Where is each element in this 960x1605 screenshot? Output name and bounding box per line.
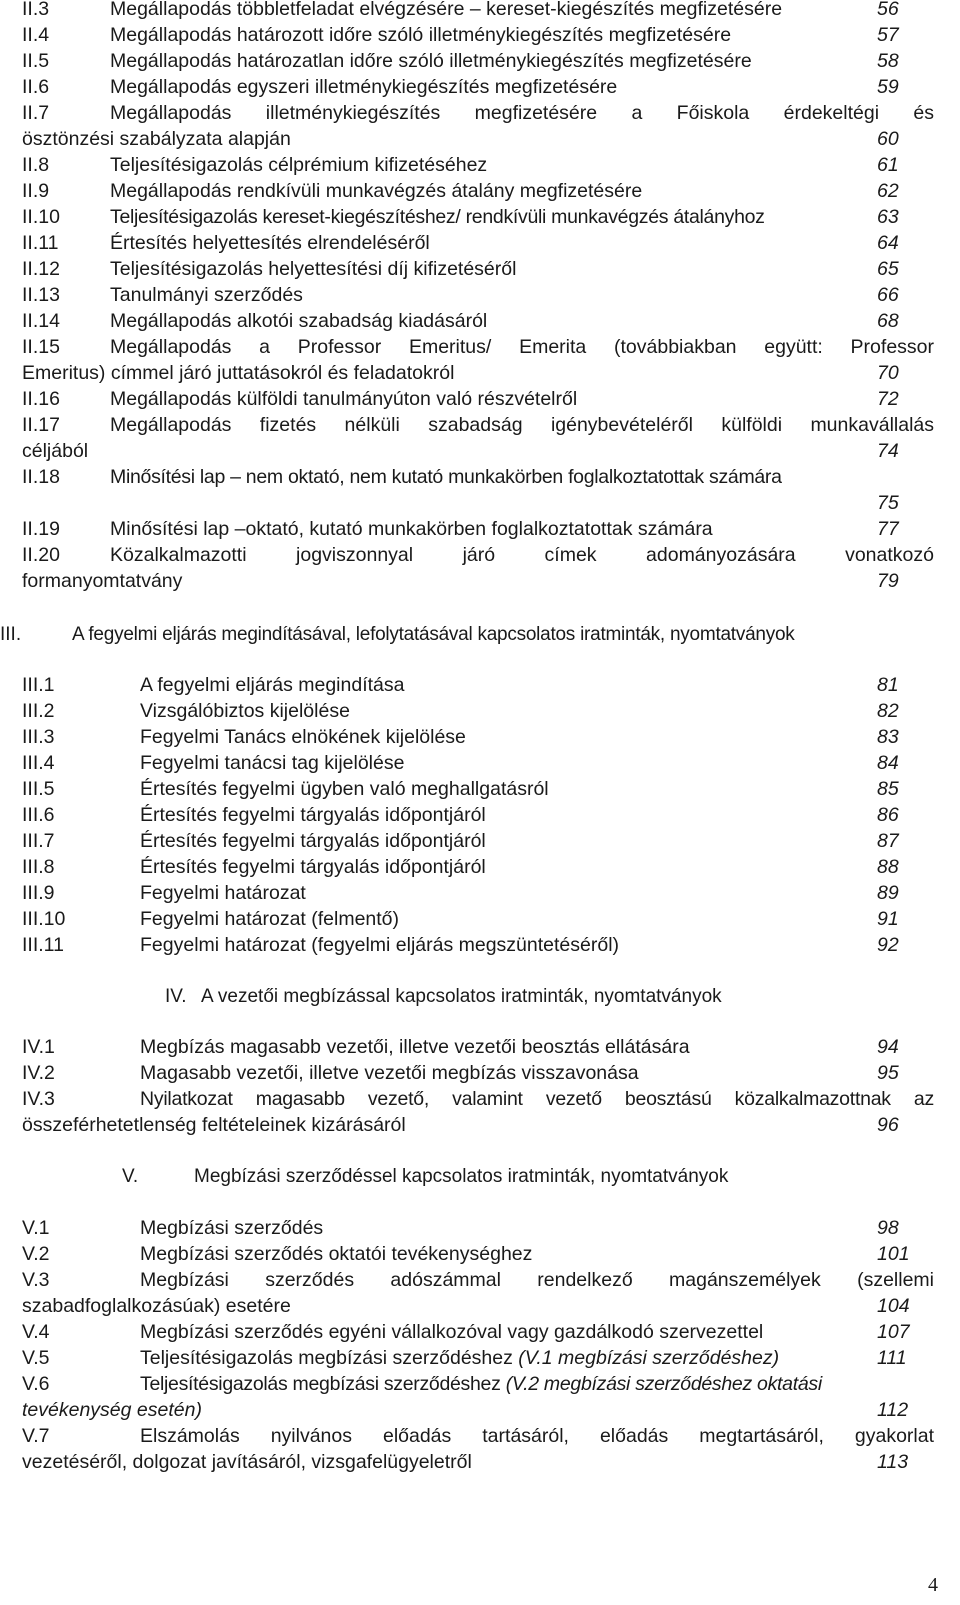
section-title: A vezetői megbízással kapcsolatos iratminták, nyomtatványok xyxy=(201,986,722,1007)
entry-title: Értesítés fegyelmi tárgyalás időpontjáról xyxy=(140,830,486,852)
entry-title-continuation: összeférhetetlenség feltételeinek kizárásáról xyxy=(22,1114,406,1136)
entry-number: II.17 xyxy=(22,414,60,436)
entry-title: Megállapodás egyszeri illetménykiegészítés megfizetésére xyxy=(110,76,618,98)
entry-number: III.10 xyxy=(22,908,66,930)
section-number: V. xyxy=(122,1166,139,1187)
entry-page: 112 xyxy=(877,1399,909,1421)
entry-page: 68 xyxy=(877,310,899,332)
toc-entry-ii-3[interactable] xyxy=(22,0,934,22)
section-title: Megbízási szerződéssel kapcsolatos iratminták, nyomtatványok xyxy=(194,1166,729,1187)
entry-title-group xyxy=(140,1345,779,1371)
entry-page: 79 xyxy=(877,570,899,592)
entry-title: Megbízás magasabb vezetői, illetve vezetői beosztás ellátására xyxy=(140,1036,690,1058)
entry-page: 111 xyxy=(877,1347,907,1369)
entry-number: II.6 xyxy=(22,76,50,98)
entry-page: 85 xyxy=(877,778,899,800)
toc-entry-v-3-continuation[interactable] xyxy=(22,1293,934,1319)
entry-number: II.11 xyxy=(22,232,59,254)
entry-page: 56 xyxy=(877,0,899,20)
entry-number: V.5 xyxy=(22,1347,50,1369)
toc-entry-iv-3[interactable] xyxy=(22,1086,934,1112)
entry-title-group xyxy=(140,1371,822,1397)
entry-title-italic: (V.1 megbízási szerződéshez) xyxy=(518,1347,780,1369)
entry-number: V.6 xyxy=(22,1373,50,1395)
entry-number: II.19 xyxy=(22,518,60,540)
toc-entry-ii-5[interactable] xyxy=(22,48,934,74)
toc-entry-ii-10[interactable] xyxy=(22,204,934,230)
entry-page: 83 xyxy=(877,726,899,748)
entry-number: II.5 xyxy=(22,50,50,72)
entry-title: Teljesítésigazolás megbízási szerződéshez xyxy=(140,1347,513,1369)
entry-page: 66 xyxy=(877,284,899,306)
toc-entry-ii-20[interactable] xyxy=(22,542,934,568)
toc-entry-v-1[interactable] xyxy=(22,1215,934,1241)
entry-number: III.7 xyxy=(22,830,55,852)
entry-page: 95 xyxy=(877,1062,899,1084)
toc-entry-ii-17[interactable] xyxy=(22,412,934,438)
entry-number: V.1 xyxy=(22,1217,50,1239)
entry-title: Fegyelmi Tanács elnökének kijelölése xyxy=(140,726,466,748)
toc-entry-ii-20-continuation[interactable] xyxy=(22,568,934,594)
entry-number: II.13 xyxy=(22,284,60,306)
entry-number: III.4 xyxy=(22,752,55,774)
entry-page: 75 xyxy=(877,492,899,514)
toc-entry-ii-18-page-line[interactable] xyxy=(22,490,934,516)
entry-title-italic: (V.2 megbízási szerződéshez oktatási xyxy=(505,1373,822,1395)
toc-entry-iii-9[interactable] xyxy=(22,880,934,906)
entry-title-continuation: vezetéséről, dolgozat javításáról, vizsgafelügyeletről xyxy=(22,1451,472,1473)
entry-number: III.8 xyxy=(22,856,55,878)
toc-entry-v-3[interactable] xyxy=(22,1267,934,1293)
entry-number: II.15 xyxy=(22,336,60,358)
toc-entry-ii-16[interactable] xyxy=(22,386,934,412)
entry-title: Értesítés fegyelmi tárgyalás időpontjáról xyxy=(140,856,486,878)
entry-number: II.9 xyxy=(22,180,50,202)
entry-page: 62 xyxy=(877,180,899,202)
toc-entry-iv-2[interactable] xyxy=(22,1060,934,1086)
entry-page: 94 xyxy=(877,1036,899,1058)
entry-page: 61 xyxy=(877,154,899,176)
entry-page: 60 xyxy=(877,128,899,150)
entry-title: Fegyelmi határozat xyxy=(140,882,306,904)
entry-number: II.18 xyxy=(22,466,60,488)
entry-number: III.1 xyxy=(22,674,55,696)
toc-entry-iii-11[interactable] xyxy=(22,932,934,958)
entry-page: 72 xyxy=(877,388,899,410)
entry-title: Közalkalmazotti jogviszonnyal járó címek adományozására vonatkozó xyxy=(110,544,934,566)
entry-page: 82 xyxy=(877,700,899,722)
toc-entry-v-6-continuation[interactable] xyxy=(22,1397,934,1423)
entry-title: Megállapodás határozatlan időre szóló illetménykiegészítés megfizetésére xyxy=(110,50,752,72)
toc-entry-iii-7[interactable] xyxy=(22,828,934,854)
entry-page: 89 xyxy=(877,882,899,904)
toc-entry-ii-8[interactable] xyxy=(22,152,934,178)
entry-number: IV.3 xyxy=(22,1088,55,1110)
section-number: IV. xyxy=(165,986,187,1007)
entry-title: Megállapodás illetménykiegészítés megfizetésére a Főiskola érdekeltégi és xyxy=(110,102,934,124)
entry-page: 70 xyxy=(877,362,899,384)
entry-page: 64 xyxy=(877,232,899,254)
toc-entry-ii-13[interactable] xyxy=(22,282,934,308)
entry-title: Megállapodás a Professor Emeritus/ Emerita (továbbiakban együtt: Professor xyxy=(110,336,934,358)
entry-number: II.20 xyxy=(22,544,60,566)
entry-page: 101 xyxy=(877,1243,910,1265)
toc-entry-ii-9[interactable] xyxy=(22,178,934,204)
entry-title: Megállapodás fizetés nélküli szabadság igénybevételéről külföldi munkavállalás xyxy=(110,414,934,436)
entry-page: 104 xyxy=(877,1295,910,1317)
entry-page: 96 xyxy=(877,1114,899,1136)
entry-page: 57 xyxy=(877,24,899,46)
entry-page: 98 xyxy=(877,1217,899,1239)
toc-entry-iii-3[interactable] xyxy=(22,724,934,750)
entry-number: IV.2 xyxy=(22,1062,55,1084)
entry-number: II.7 xyxy=(22,102,50,124)
entry-page: 84 xyxy=(877,752,899,774)
entry-title: Fegyelmi határozat (fegyelmi eljárás megszüntetéséről) xyxy=(140,934,620,956)
section-number: III. xyxy=(0,624,22,645)
toc-entry-ii-12[interactable] xyxy=(22,256,934,282)
entry-page: 63 xyxy=(877,206,899,228)
entry-title: Minősítési lap –oktató, kutató munkakörben foglalkoztatottak számára xyxy=(110,518,713,540)
entry-title: Teljesítésigazolás megbízási szerződéshez xyxy=(140,1373,501,1395)
entry-number: V.2 xyxy=(22,1243,50,1265)
entry-title: Értesítés fegyelmi ügyben való meghallgatásról xyxy=(140,778,549,800)
toc-entry-v-7-continuation[interactable] xyxy=(22,1449,934,1475)
entry-title: Teljesítésigazolás helyettesítési díj kifizetéséről xyxy=(110,258,517,280)
entry-page: 59 xyxy=(877,76,899,98)
entry-title: Megállapodás rendkívüli munkavégzés átalány megfizetésére xyxy=(110,180,643,202)
entry-title: Magasabb vezetői, illetve vezetői megbízás visszavonása xyxy=(140,1062,639,1084)
entry-number: V.3 xyxy=(22,1269,50,1291)
entry-number: V.4 xyxy=(22,1321,50,1343)
entry-number: II.10 xyxy=(22,206,60,228)
entry-number: III.9 xyxy=(22,882,55,904)
toc-entry-ii-4[interactable] xyxy=(22,22,934,48)
entry-number: II.14 xyxy=(22,310,60,332)
entry-title: Vizsgálóbiztos kijelölése xyxy=(140,700,350,722)
entry-title-continuation: ösztönzési szabályzata alapján xyxy=(22,128,291,150)
entry-title-continuation: szabadfoglalkozásúak) esetére xyxy=(22,1295,291,1317)
entry-page: 74 xyxy=(877,440,899,462)
toc-entry-iii-8[interactable] xyxy=(22,854,934,880)
entry-page: 77 xyxy=(877,518,899,540)
entry-number: II.3 xyxy=(22,0,50,20)
entry-title: Fegyelmi határozat (felmentő) xyxy=(140,908,400,930)
toc-entry-ii-7[interactable] xyxy=(22,100,934,126)
toc-entry-iii-5[interactable] xyxy=(22,776,934,802)
toc-entry-iv-1[interactable] xyxy=(22,1034,934,1060)
entry-title: A fegyelmi eljárás megindítása xyxy=(140,674,405,696)
entry-title: Értesítés fegyelmi tárgyalás időpontjáról xyxy=(140,804,486,826)
section-title: A fegyelmi eljárás megindításával, lefolytatásával kapcsolatos iratminták, nyomtatványok xyxy=(72,624,795,645)
toc-entry-ii-17-continuation[interactable] xyxy=(22,438,934,464)
toc-entry-iii-6[interactable] xyxy=(22,802,934,828)
entry-title: Megállapodás külföldi tanulmányúton való részvételről xyxy=(110,388,578,410)
entry-title: Megbízási szerződés adószámmal rendelkező magánszemélyek (szellemi xyxy=(140,1269,934,1291)
entry-number: II.4 xyxy=(22,24,50,46)
entry-page: 81 xyxy=(877,674,899,696)
toc-entry-ii-19[interactable] xyxy=(22,516,934,542)
entry-title-continuation: céljából xyxy=(22,440,89,462)
entry-title: Megbízási szerződés oktatói tevékenységhez xyxy=(140,1243,533,1265)
toc-entry-ii-6[interactable] xyxy=(22,74,934,100)
entry-title: Teljesítésigazolás kereset-kiegészítéshez/ rendkívüli munkavégzés átalányhoz xyxy=(110,206,765,228)
entry-number: V.7 xyxy=(22,1425,50,1447)
entry-title: Teljesítésigazolás célprémium kifizetéséhez xyxy=(110,154,488,176)
entry-number: II.16 xyxy=(22,388,60,410)
toc-entry-iii-1[interactable] xyxy=(22,672,934,698)
entry-title: Megbízási szerződés xyxy=(140,1217,324,1239)
entry-number: III.3 xyxy=(22,726,55,748)
entry-title: Megállapodás többletfeladat elvégzésére – kereset-kiegészítés megfizetésére xyxy=(110,0,783,20)
entry-page: 88 xyxy=(877,856,899,878)
toc-entry-ii-15[interactable] xyxy=(22,334,934,360)
entry-page: 113 xyxy=(877,1451,909,1473)
entry-title: Elszámolás nyilvános előadás tartásáról, előadás megtartásáról, gyakorlat xyxy=(140,1425,934,1447)
entry-title: Megállapodás alkotói szabadság kiadásáról xyxy=(110,310,488,332)
toc-entry-v-6[interactable] xyxy=(22,1371,934,1397)
toc-entry-v-5[interactable] xyxy=(22,1345,934,1371)
entry-number: II.12 xyxy=(22,258,60,280)
entry-title-continuation: tevékenység esetén) xyxy=(22,1399,202,1421)
entry-title: Fegyelmi tanácsi tag kijelölése xyxy=(140,752,405,774)
entry-title: Értesítés helyettesítés elrendeléséről xyxy=(110,232,430,254)
toc-entry-ii-11[interactable] xyxy=(22,230,934,256)
toc-entry-ii-14[interactable] xyxy=(22,308,934,334)
toc-entry-iii-4[interactable] xyxy=(22,750,934,776)
entry-title-continuation: Emeritus) címmel járó juttatásokról és feladatokról xyxy=(22,362,455,384)
toc-entry-ii-18[interactable] xyxy=(22,464,934,490)
toc-entry-v-4[interactable] xyxy=(22,1319,934,1345)
toc-entry-v-2[interactable] xyxy=(22,1241,934,1267)
entry-page: 86 xyxy=(877,804,899,826)
toc-entry-ii-15-continuation[interactable] xyxy=(22,360,934,386)
entry-title-continuation: formanyomtatvány xyxy=(22,570,183,592)
entry-title: Megállapodás határozott időre szóló illetménykiegészítés megfizetésére xyxy=(110,24,732,46)
entry-number: III.11 xyxy=(22,934,64,956)
entry-page: 87 xyxy=(877,830,899,852)
entry-number: II.8 xyxy=(22,154,50,176)
entry-page: 107 xyxy=(877,1321,910,1343)
entry-page: 65 xyxy=(877,258,899,280)
entry-page: 92 xyxy=(877,934,899,956)
entry-title: Megbízási szerződés egyéni vállalkozóval vagy gazdálkodó szervezettel xyxy=(140,1321,764,1343)
entry-number: IV.1 xyxy=(22,1036,55,1058)
toc-entry-iii-2[interactable] xyxy=(22,698,934,724)
toc-entry-iii-10[interactable] xyxy=(22,906,934,932)
entry-number: III.5 xyxy=(22,778,55,800)
entry-title: Nyilatkozat magasabb vezető, valamint vezető beosztású közalkalmazottnak az xyxy=(140,1088,934,1110)
toc-entry-iv-3-continuation[interactable] xyxy=(22,1112,934,1138)
page-number: 4 xyxy=(928,1574,938,1596)
entry-page: 58 xyxy=(877,50,899,72)
toc-entry-v-7[interactable] xyxy=(22,1423,934,1449)
entry-title: Tanulmányi szerződés xyxy=(110,284,303,306)
entry-number: III.2 xyxy=(22,700,55,722)
entry-title: Minősítési lap – nem oktató, nem kutató munkakörben foglalkoztatottak számára xyxy=(110,466,782,488)
toc-entry-ii-7-continuation[interactable] xyxy=(22,126,934,152)
entry-page: 91 xyxy=(877,908,899,930)
entry-number: III.6 xyxy=(22,804,55,826)
